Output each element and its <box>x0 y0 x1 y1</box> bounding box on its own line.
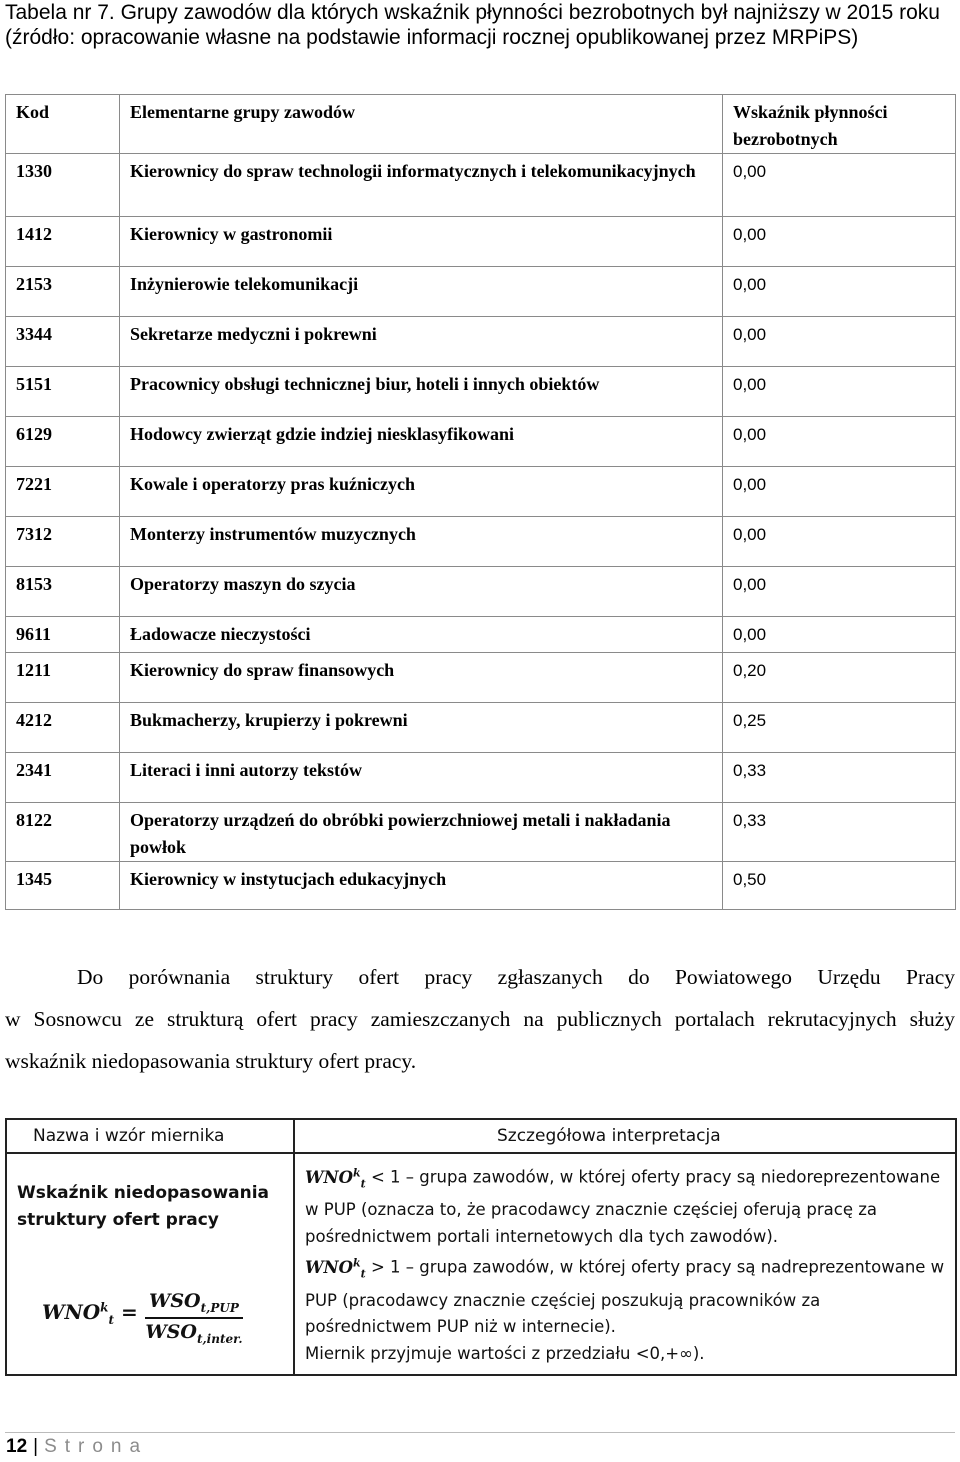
row-kod: 1412 <box>6 217 120 267</box>
box-header-left: Nazwa i wzór miernika <box>33 1126 225 1146</box>
footer-divider <box>5 1432 955 1433</box>
row-kod: 7312 <box>6 517 120 567</box>
row-val: 0,00 <box>723 417 956 467</box>
page-label: Strona <box>44 1436 149 1457</box>
table-row <box>6 567 956 617</box>
row-kod: 3344 <box>6 317 120 367</box>
row-name: Kierownicy w gastronomii <box>120 217 723 267</box>
occupations-table <box>5 94 956 910</box>
row-name: Sekretarze medyczni i pokrewni <box>120 317 723 367</box>
formula-fraction <box>145 1290 243 1346</box>
paragraph-line-1: Do porównania struktury ofert pracy zgłaszanych do Powiatowego Urzędu Pracy <box>77 965 955 989</box>
table-row <box>6 617 956 653</box>
table-row <box>6 803 956 862</box>
row-kod: 1345 <box>6 862 120 910</box>
row-name: Kierownicy w instytucjach edukacyjnych <box>120 862 723 910</box>
box-header-right: Szczegółowa interpretacja <box>497 1126 721 1146</box>
table-row <box>6 703 956 753</box>
row-kod: 8153 <box>6 567 120 617</box>
row-name: Literaci i inni autorzy tekstów <box>120 753 723 803</box>
header-val: Wskaźnik płynności bezrobotnych <box>723 95 956 154</box>
paragraph-rest: w Sosnowcu ze strukturą ofert pracy zamieszczanych na publicznych portalach rekrutacyjnych służy wskaźnik niedopasowania struktury ofert pracy. <box>5 1007 955 1073</box>
row-name: Inżynierowie telekomunikacji <box>120 267 723 317</box>
row-name: Pracownicy obsługi technicznej biur, hoteli i innych obiektów <box>120 367 723 417</box>
row-val: 0,33 <box>723 753 956 803</box>
row-kod: 1330 <box>6 154 120 217</box>
table-header-row <box>6 95 956 154</box>
table-row <box>6 154 956 217</box>
row-val: 0,50 <box>723 862 956 910</box>
table-row <box>6 753 956 803</box>
row-name: Kierownicy do spraw technologii informatycznych i telekomunikacyjnych <box>120 154 723 217</box>
row-name: Operatorzy maszyn do szycia <box>120 567 723 617</box>
row-kod: 5151 <box>6 367 120 417</box>
row-val: 0,00 <box>723 367 956 417</box>
table-row <box>6 517 956 567</box>
indicator-formula-box <box>5 1118 957 1376</box>
row-val: 0,00 <box>723 154 956 217</box>
row-val: 0,00 <box>723 567 956 617</box>
row-val: 0,33 <box>723 803 956 862</box>
table-row <box>6 653 956 703</box>
row-val: 0,00 <box>723 217 956 267</box>
row-kod: 4212 <box>6 703 120 753</box>
page-footer: 12 | Strona <box>6 1436 149 1457</box>
indicator-name: Wskaźnik niedopasowania struktury ofert pracy <box>17 1183 270 1230</box>
table-row <box>6 217 956 267</box>
header-kod: Kod <box>6 95 120 154</box>
formula-lhs: $WNO^k_t$ = <box>42 1300 138 1327</box>
table-row <box>6 862 956 910</box>
interpretation-text <box>305 1160 945 1367</box>
body-paragraph <box>5 956 955 1082</box>
row-val: 0,00 <box>723 267 956 317</box>
box-divider-vertical <box>293 1120 295 1374</box>
page-number: 12 <box>6 1436 28 1457</box>
row-val: 0,00 <box>723 317 956 367</box>
interpretation-gt-1: $WNO^k_t > 1$ – grupa zawodów, w której oferty pracy są nadreprezentowane w PUP (pracodawcy znacznie częściej poszukują pracowników za pośrednictwem PUP niż w internecie). <box>305 1256 945 1337</box>
header-name: Elementarne grupy zawodów <box>120 95 723 154</box>
row-name: Bukmacherzy, krupierzy i pokrewni <box>120 703 723 753</box>
table-row <box>6 317 956 367</box>
row-name: Operatorzy urządzeń do obróbki powierzchniowej metali i nakładania powłok <box>120 803 723 862</box>
box-divider-horizontal <box>7 1152 955 1154</box>
formula-numerator: $WSO_{t,PUP}$ <box>145 1290 243 1319</box>
table-row <box>6 367 956 417</box>
row-kod: 6129 <box>6 417 120 467</box>
interpretation-range: Miernik przyjmuje wartości z przedziału <0,+∞). <box>305 1343 705 1363</box>
row-name: Ładowacze nieczystości <box>120 617 723 653</box>
row-name: Monterzy instrumentów muzycznych <box>120 517 723 567</box>
caption-line-1: Tabela nr 7. Grupy zawodów dla których wskaźnik płynności bezrobotnych był najniższy w 2015 roku <box>5 1 940 24</box>
formula-denominator: $WSO_{t,inter.}$ <box>145 1320 243 1346</box>
row-val: 0,00 <box>723 467 956 517</box>
table-caption <box>5 0 955 50</box>
row-name: Kowale i operatorzy pras kuźniczych <box>120 467 723 517</box>
row-name: Kierownicy do spraw finansowych <box>120 653 723 703</box>
interpretation-lt-1: $WNO^k_t < 1$ – grupa zawodów, w której oferty pracy są niedoreprezentowane w PUP (oznacza to, że pracodawcy znacznie częściej oferują pracę za pośrednictwem portali internetowych dla tych zawodów). <box>305 1166 941 1246</box>
row-val: 0,20 <box>723 653 956 703</box>
table-row <box>6 417 956 467</box>
row-kod: 2341 <box>6 753 120 803</box>
row-val: 0,00 <box>723 617 956 653</box>
row-val: 0,00 <box>723 517 956 567</box>
row-val: 0,25 <box>723 703 956 753</box>
row-kod: 7221 <box>6 467 120 517</box>
row-kod: 2153 <box>6 267 120 317</box>
table-row <box>6 467 956 517</box>
row-kod: 8122 <box>6 803 120 862</box>
row-name: Hodowcy zwierząt gdzie indziej niesklasyfikowani <box>120 417 723 467</box>
table-row <box>6 267 956 317</box>
row-kod: 9611 <box>6 617 120 653</box>
caption-line-2: (źródło: opracowanie własne na podstawie informacji rocznej opublikowanej przez MRPiPS) <box>5 26 859 49</box>
row-kod: 1211 <box>6 653 120 703</box>
